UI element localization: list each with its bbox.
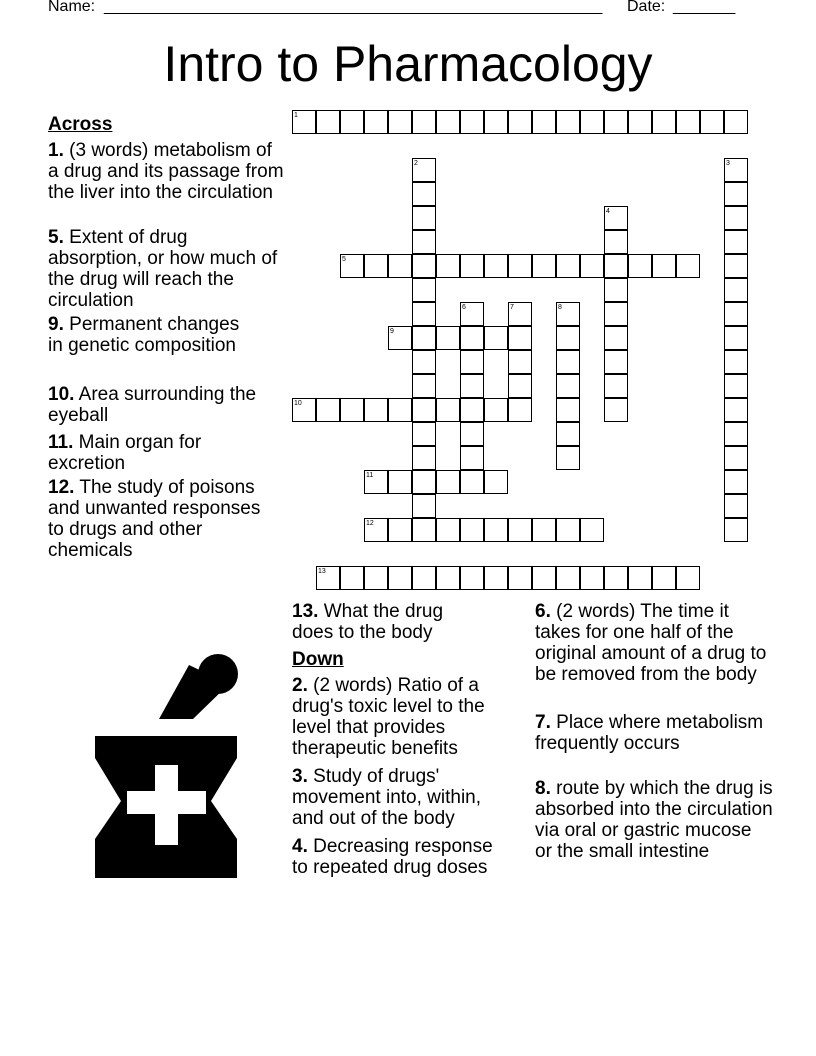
clue-across-9: 9. Permanent changes in genetic composition: [48, 314, 240, 356]
grid-cell[interactable]: [460, 374, 484, 398]
grid-cell[interactable]: [604, 110, 628, 134]
grid-cell[interactable]: [532, 566, 556, 590]
grid-cell[interactable]: [412, 254, 436, 278]
grid-cell[interactable]: [484, 254, 508, 278]
grid-cell[interactable]: [412, 374, 436, 398]
grid-cell[interactable]: [460, 518, 484, 542]
grid-cell[interactable]: [508, 518, 532, 542]
grid-cell[interactable]: [724, 494, 748, 518]
grid-cell[interactable]: [460, 470, 484, 494]
clue-number: 4: [606, 208, 610, 215]
grid-cell[interactable]: [556, 446, 580, 470]
grid-cell[interactable]: [412, 398, 436, 422]
grid-cell[interactable]: [412, 206, 436, 230]
clue-down-3: 3. Study of drugs' movement into, within, and out of the body: [292, 766, 482, 829]
grid-cell[interactable]: [508, 110, 532, 134]
grid-cell[interactable]: [556, 566, 580, 590]
clue-across-1: 1. (3 words) metabolism of a drug and its passage from the liver into the circulation: [48, 140, 284, 203]
grid-cell[interactable]: [556, 398, 580, 422]
grid-cell[interactable]: [676, 254, 700, 278]
grid-cell[interactable]: [316, 110, 340, 134]
grid-cell[interactable]: [724, 350, 748, 374]
grid-cell[interactable]: [652, 566, 676, 590]
grid-cell[interactable]: [460, 566, 484, 590]
grid-cell[interactable]: [412, 494, 436, 518]
grid-cell[interactable]: [460, 422, 484, 446]
grid-cell[interactable]: [388, 518, 412, 542]
clue-number: 13: [318, 568, 326, 575]
clue-down-6: 6. (2 words) The time it takes for one half of the original amount of a drug to be removed from the body: [535, 601, 767, 685]
grid-cell[interactable]: [604, 230, 628, 254]
grid-cell[interactable]: [580, 566, 604, 590]
grid-cell[interactable]: [484, 518, 508, 542]
grid-cell[interactable]: [412, 110, 436, 134]
grid-cell[interactable]: [412, 230, 436, 254]
grid-cell[interactable]: [316, 398, 340, 422]
name-blank[interactable]: ________________________________________________________: [104, 0, 603, 15]
clue-number: 3: [726, 160, 730, 167]
grid-cell[interactable]: [724, 230, 748, 254]
grid-cell[interactable]: [676, 566, 700, 590]
grid-cell[interactable]: [484, 398, 508, 422]
grid-cell[interactable]: [604, 374, 628, 398]
grid-cell[interactable]: [412, 446, 436, 470]
grid-cell[interactable]: [676, 110, 700, 134]
grid-cell[interactable]: [556, 350, 580, 374]
grid-cell[interactable]: [508, 350, 532, 374]
grid-cell[interactable]: [604, 566, 628, 590]
grid-cell[interactable]: [724, 326, 748, 350]
grid-cell[interactable]: [484, 110, 508, 134]
grid-cell[interactable]: [652, 254, 676, 278]
grid-cell[interactable]: [724, 182, 748, 206]
name-label: Name:: [48, 0, 96, 15]
grid-cell[interactable]: [724, 302, 748, 326]
grid-cell[interactable]: [556, 518, 580, 542]
clue-number: 5: [342, 256, 346, 263]
grid-cell[interactable]: [724, 446, 748, 470]
grid-cell[interactable]: [436, 566, 460, 590]
grid-cell[interactable]: [364, 398, 388, 422]
grid-cell[interactable]: [364, 110, 388, 134]
grid-cell[interactable]: [436, 326, 460, 350]
grid-cell[interactable]: [460, 350, 484, 374]
down-heading: Down: [292, 649, 344, 670]
grid-cell[interactable]: [628, 566, 652, 590]
grid-cell[interactable]: [388, 398, 412, 422]
grid-cell[interactable]: [508, 566, 532, 590]
grid-cell[interactable]: [388, 254, 412, 278]
grid-cell[interactable]: [724, 254, 748, 278]
grid-cell[interactable]: [724, 110, 748, 134]
grid-cell[interactable]: [556, 110, 580, 134]
grid-cell[interactable]: [508, 398, 532, 422]
clue-number: 8: [558, 304, 562, 311]
clue-number: 10: [294, 400, 302, 407]
grid-cell[interactable]: [484, 566, 508, 590]
clue-number: 1: [294, 112, 298, 119]
grid-cell[interactable]: [388, 470, 412, 494]
grid-cell[interactable]: [724, 422, 748, 446]
grid-cell[interactable]: [340, 110, 364, 134]
grid-cell[interactable]: [484, 470, 508, 494]
grid-cell[interactable]: [412, 566, 436, 590]
grid-cell[interactable]: [436, 398, 460, 422]
grid-cell[interactable]: [556, 254, 580, 278]
grid-cell[interactable]: [508, 374, 532, 398]
grid-cell[interactable]: [580, 518, 604, 542]
grid-cell[interactable]: [508, 254, 532, 278]
grid-cell[interactable]: [604, 326, 628, 350]
clue-number: 12: [366, 520, 374, 527]
clue-across-10: 10. Area surrounding the eyeball: [48, 384, 257, 426]
grid-cell[interactable]: [436, 518, 460, 542]
grid-cell[interactable]: [364, 566, 388, 590]
clue-down-2: 2. (2 words) Ratio of a drug's toxic level to the level that provides therapeutic benefits: [292, 675, 485, 759]
grid-cell[interactable]: [364, 254, 388, 278]
clue-across-12: 12. The study of poisons and unwanted responses to drugs and other chemicals: [48, 477, 261, 561]
grid-cell[interactable]: [628, 254, 652, 278]
grid-cell[interactable]: [724, 278, 748, 302]
grid-cell[interactable]: [604, 254, 628, 278]
grid-cell[interactable]: [412, 422, 436, 446]
grid-cell[interactable]: [532, 110, 556, 134]
grid-cell[interactable]: [556, 326, 580, 350]
date-label: Date:: [627, 0, 666, 15]
grid-cell[interactable]: [412, 350, 436, 374]
grid-cell[interactable]: [412, 326, 436, 350]
grid-cell[interactable]: [724, 398, 748, 422]
clue-number: 7: [510, 304, 514, 311]
grid-cell[interactable]: [460, 446, 484, 470]
clue-number: 2: [414, 160, 418, 167]
mortar-and-pestle-icon: [95, 654, 239, 880]
grid-cell[interactable]: [556, 374, 580, 398]
grid-cell[interactable]: [412, 518, 436, 542]
grid-cell[interactable]: [436, 254, 460, 278]
clue-down-7: 7. Place where metabolism frequently occurs: [535, 712, 764, 754]
grid-cell[interactable]: [340, 398, 364, 422]
grid-cell[interactable]: [460, 398, 484, 422]
clue-number: 11: [366, 472, 374, 479]
grid-cell[interactable]: [412, 182, 436, 206]
grid-cell[interactable]: [604, 398, 628, 422]
grid-cell[interactable]: [388, 566, 412, 590]
grid-cell[interactable]: [700, 110, 724, 134]
grid-cell[interactable]: [628, 110, 652, 134]
across-heading: Across: [48, 114, 113, 135]
grid-cell[interactable]: [484, 326, 508, 350]
clue-across-13: 13. What the drug does to the body: [292, 601, 444, 643]
clue-down-4: 4. Decreasing response to repeated drug doses: [292, 836, 493, 878]
grid-cell[interactable]: [532, 518, 556, 542]
grid-cell[interactable]: [724, 518, 748, 542]
grid-cell[interactable]: [556, 422, 580, 446]
grid-cell[interactable]: [388, 110, 412, 134]
page-title: Intro to Pharmacology: [163, 36, 653, 92]
grid-cell[interactable]: [436, 110, 460, 134]
clue-down-8: 8. route by which the drug is absorbed into the circulation via oral or gastric mucose or the small intestine: [535, 778, 773, 862]
clue-number: 6: [462, 304, 466, 311]
grid-cell[interactable]: [412, 278, 436, 302]
grid-cell[interactable]: [724, 374, 748, 398]
grid-cell[interactable]: [436, 470, 460, 494]
grid-cell[interactable]: [724, 206, 748, 230]
grid-cell[interactable]: [604, 302, 628, 326]
grid-cell[interactable]: [460, 326, 484, 350]
date-blank[interactable]: _______: [673, 0, 736, 15]
grid-cell[interactable]: [580, 110, 604, 134]
clue-number: 9: [390, 328, 394, 335]
grid-cell[interactable]: [412, 470, 436, 494]
clue-across-11: 11. Main organ for excretion: [48, 432, 202, 474]
grid-cell[interactable]: [460, 110, 484, 134]
grid-cell[interactable]: [604, 278, 628, 302]
grid-cell[interactable]: [508, 326, 532, 350]
grid-cell[interactable]: [340, 566, 364, 590]
grid-cell[interactable]: [532, 254, 556, 278]
grid-cell[interactable]: [652, 110, 676, 134]
grid-cell[interactable]: [604, 350, 628, 374]
clue-across-5: 5. Extent of drug absorption, or how much of the drug will reach the circulation: [48, 227, 278, 311]
grid-cell[interactable]: [412, 302, 436, 326]
grid-cell[interactable]: [580, 254, 604, 278]
grid-cell[interactable]: [724, 470, 748, 494]
grid-cell[interactable]: [460, 254, 484, 278]
